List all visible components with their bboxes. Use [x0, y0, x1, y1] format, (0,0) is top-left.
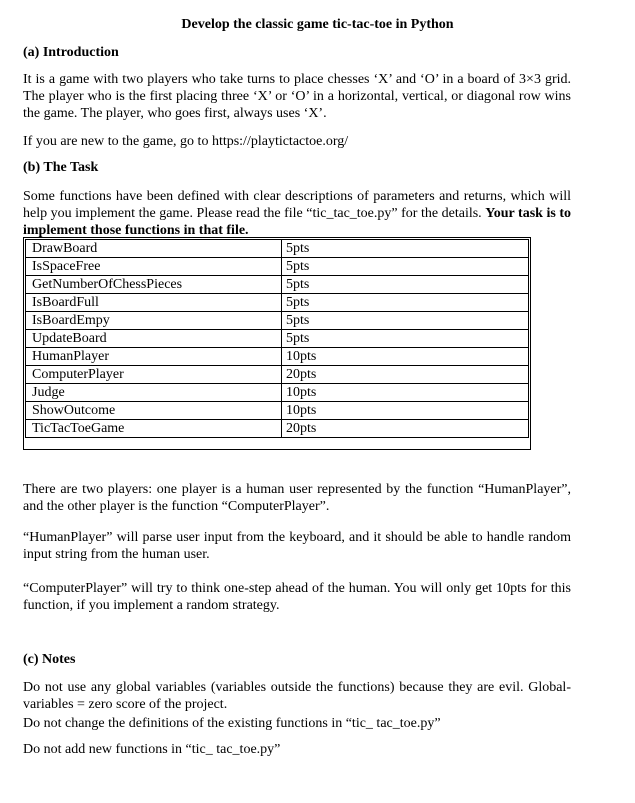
table-row	[26, 384, 529, 402]
intro-line-2: The player who is the first placing three ‘X’ or ‘O’ in a horizontal, vertical, or diagonal row wins	[23, 89, 571, 104]
function-cell: IsSpaceFree	[26, 258, 282, 276]
table-row	[26, 348, 529, 366]
table-row	[26, 330, 529, 348]
points-cell: 5pts	[282, 294, 529, 312]
globals-line-2: variables = zero score of the project.	[23, 697, 228, 712]
function-cell: IsBoardEmpy	[26, 312, 282, 330]
intro-paragraph	[23, 71, 571, 122]
intro-line-3: the game. The player, who goes first, always uses ‘X’.	[23, 106, 327, 121]
intro-heading: (a) Introduction	[23, 45, 119, 60]
points-cell: 5pts	[282, 240, 529, 258]
function-cell: ComputerPlayer	[26, 366, 282, 384]
document-title: Develop the classic game tic-tac-toe in Python	[181, 17, 454, 32]
players-line-1: There are two players: one player is a human user represented by the function “HumanPlayer”,	[23, 482, 571, 497]
function-cell: DrawBoard	[26, 240, 282, 258]
function-cell: GetNumberOfChessPieces	[26, 276, 282, 294]
intro-line-1: It is a game with two players who take turns to place chesses ‘X’ and ‘O’ in a board of 3×3 grid.	[23, 72, 571, 87]
table-row	[26, 402, 529, 420]
players-line-2: and the other player is the function “ComputerPlayer”.	[23, 499, 330, 514]
table-row	[26, 366, 529, 384]
table-row	[26, 240, 529, 258]
computer-line-2: function, if you implement a random strategy.	[23, 598, 280, 613]
points-cell: 10pts	[282, 384, 529, 402]
function-cell: HumanPlayer	[26, 348, 282, 366]
computer-player-paragraph	[23, 580, 571, 614]
task-line-2-bold: Your task is to	[485, 206, 571, 221]
notes-heading: (c) Notes	[23, 652, 76, 667]
human-line-2: input string from the human user.	[23, 547, 210, 562]
table-row	[26, 420, 529, 438]
task-line-1: Some functions have been defined with clear descriptions of parameters and returns, which will	[23, 189, 571, 204]
computer-line-1: “ComputerPlayer” will try to think one-step ahead of the human. You will only get 10pts for this	[23, 581, 571, 596]
points-cell: 20pts	[282, 366, 529, 384]
points-cell: 5pts	[282, 276, 529, 294]
task-line-3-bold: implement those functions in that file.	[23, 223, 249, 238]
function-cell: ShowOutcome	[26, 402, 282, 420]
table-row	[26, 312, 529, 330]
function-cell: UpdateBoard	[26, 330, 282, 348]
task-heading: (b) The Task	[23, 160, 99, 175]
function-cell: TicTacToeGame	[26, 420, 282, 438]
function-cell: IsBoardFull	[26, 294, 282, 312]
points-cell: 10pts	[282, 402, 529, 420]
task-line-2	[23, 205, 571, 222]
table-row	[26, 276, 529, 294]
human-line-1: “HumanPlayer” will parse user input from the keyboard, and it should be able to handle random	[23, 530, 571, 545]
no-add-note: Do not add new functions in “tic_ tac_toe.py”	[23, 742, 281, 757]
human-player-paragraph	[23, 529, 571, 563]
points-cell: 10pts	[282, 348, 529, 366]
task-line-2-plain: help you implement the game. Please read the file “tic_tac_toe.py” for the details.	[23, 206, 482, 221]
globals-line-1: Do not use any global variables (variables outside the functions) because they are evil. Global-	[23, 680, 571, 695]
table-row	[26, 294, 529, 312]
points-cell: 5pts	[282, 258, 529, 276]
no-change-note: Do not change the definitions of the existing functions in “tic_ tac_toe.py”	[23, 716, 441, 731]
task-paragraph	[23, 188, 571, 239]
points-cell: 20pts	[282, 420, 529, 438]
points-cell: 5pts	[282, 312, 529, 330]
players-paragraph	[23, 481, 571, 515]
table-row	[26, 258, 529, 276]
function-cell: Judge	[26, 384, 282, 402]
points-table	[25, 239, 529, 438]
globals-paragraph	[23, 679, 571, 713]
intro-link-line: If you are new to the game, go to https://playtictactoe.org/	[23, 134, 349, 149]
points-cell: 5pts	[282, 330, 529, 348]
